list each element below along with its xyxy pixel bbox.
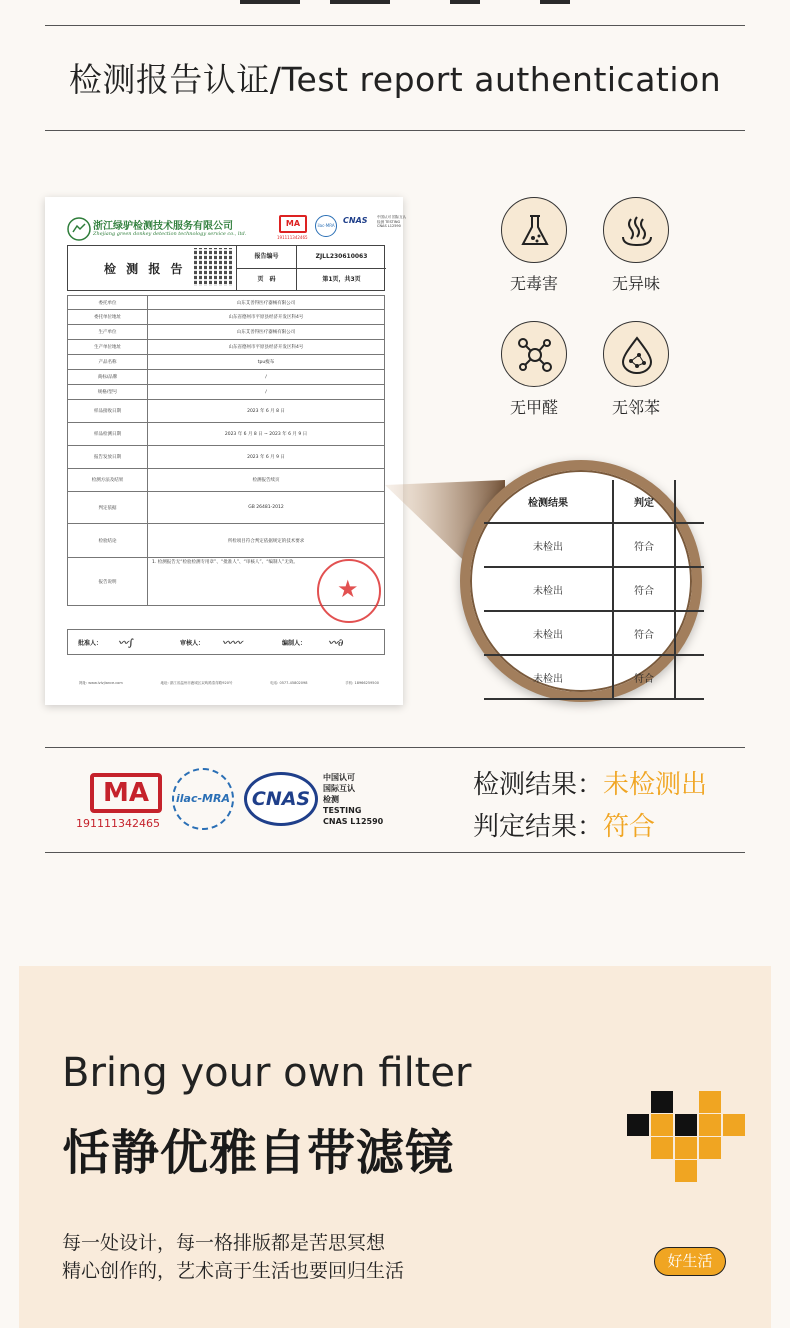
- ma-logo: MA: [279, 215, 307, 233]
- ma-number: 191111342465: [277, 235, 308, 240]
- row-key: 产品名称: [68, 355, 148, 369]
- header-cell: 检测结果: [484, 480, 614, 522]
- judgment-result-label: 判定结果：: [473, 812, 604, 842]
- editor-label: 编制人：: [282, 640, 307, 647]
- result-cell: 未检出: [484, 612, 614, 654]
- row-key: 报告说明: [68, 558, 148, 605]
- report-footer: [79, 681, 379, 686]
- row-value: /: [265, 374, 267, 380]
- footer-web: 网址: www.lvlvjiance.com: [79, 681, 123, 685]
- table-row: [67, 310, 385, 325]
- top-strip: [0, 0, 790, 10]
- detection-result: [473, 764, 707, 801]
- row-value: 山东艾善得医疗器械有限公司: [236, 300, 296, 306]
- footer-tel: 电话: 0577-45802098: [270, 681, 308, 685]
- row-key: 委托单位: [68, 296, 148, 309]
- row-value: /: [265, 389, 267, 395]
- header-cell: 判定: [614, 480, 676, 522]
- table-row: [67, 400, 385, 423]
- section-title: 检测报告认证/Test report authentication: [68, 60, 722, 99]
- feature-non-toxic: [489, 197, 579, 294]
- feature-no-phthalate: [591, 321, 681, 418]
- row-value: GB 26481-2012: [248, 505, 284, 510]
- table-row: [67, 492, 385, 524]
- row-key: 检测方法及结果: [68, 469, 148, 491]
- drop-molecule-icon: [603, 321, 669, 387]
- footer-address: 地址: 浙江省温州市鹿城区双屿路泰得路920号: [160, 681, 233, 685]
- report-header: [67, 215, 407, 241]
- bottom-description-line2: 精心创作的，艺术高于生活也要回归生活: [62, 1260, 405, 1282]
- row-key: 判定依据: [68, 492, 148, 523]
- row-value: 2023 年 6 月 8 日 ~ 2023 年 6 月 9 日: [224, 432, 308, 437]
- report-no: ZJLL230610063: [296, 246, 386, 268]
- bottom-description-line1: 每一处设计，每一格排版都是苦思冥想: [62, 1232, 386, 1254]
- cnas-subtext: 中国认可 国际互认 检测 TESTING CNAS L12590: [323, 773, 384, 826]
- pixel-logo-icon: [627, 1091, 745, 1183]
- steam-icon: [603, 197, 669, 263]
- judge-cell: 符合: [614, 524, 676, 566]
- footer-mobile: 手机: 18966259500: [345, 681, 379, 685]
- row-key: 样品检测日期: [68, 423, 148, 445]
- table-row: [67, 469, 385, 492]
- approver-label: 批准人：: [78, 640, 103, 647]
- table-row: [67, 524, 385, 558]
- judge-cell: 符合: [614, 568, 676, 610]
- red-seal-stamp: [317, 559, 381, 623]
- cnas-subtext: 中国认可 国际互认 检测 TESTING CNAS L12590: [377, 215, 407, 228]
- row-key: 商标/品牌: [68, 370, 148, 384]
- row-key: 检验结论: [68, 524, 148, 557]
- divider: [45, 25, 745, 26]
- divider: [45, 747, 745, 748]
- feature-label: 无异味: [611, 274, 660, 293]
- test-report-document: [45, 197, 407, 705]
- divider: [45, 130, 745, 131]
- table-row: [67, 340, 385, 355]
- molecule-icon: [501, 321, 567, 387]
- table-row: [484, 656, 704, 700]
- table-header-row: [484, 480, 704, 524]
- row-key: 规格/型号: [68, 385, 148, 399]
- report-title: 检 测 报 告: [104, 262, 186, 276]
- table-row: [67, 385, 385, 400]
- row-key: 委托单位地址: [68, 310, 148, 324]
- cnas-logo: CNAS: [343, 216, 368, 225]
- table-row: [484, 612, 704, 656]
- feature-label: 无邻苯: [611, 398, 660, 417]
- feature-no-odor: [591, 197, 681, 294]
- bottom-title-en: Bring your own filter: [62, 1050, 472, 1096]
- cnas-logo: CNAS: [244, 772, 318, 826]
- report-company-name-en: Zhejiang green donkey detection technology service co., ltd.: [93, 231, 247, 237]
- table-row: [67, 355, 385, 370]
- row-value: 山东艾善得医疗器械有限公司: [236, 330, 296, 335]
- divider: [45, 852, 745, 853]
- ma-certification-logo: MA: [90, 773, 162, 813]
- row-key: 报告发放日期: [68, 446, 148, 468]
- table-row: [67, 446, 385, 469]
- row-value: 1. 检测报告无“检验检测专用章”、“批准人”、“审核人”、“编制人”无效。: [152, 560, 298, 565]
- table-row: [67, 295, 385, 310]
- report-title-box: [67, 245, 385, 291]
- table-row: [67, 370, 385, 385]
- feature-label: 无甲醛: [509, 398, 558, 417]
- approver-signature: 〰∫: [118, 638, 134, 649]
- signature-row: [67, 629, 385, 655]
- star-icon: ★: [337, 575, 359, 603]
- ilac-mra-logo: ilac-MRA: [172, 768, 234, 830]
- table-row: [67, 423, 385, 446]
- qr-code-icon: [194, 248, 232, 286]
- table-row: [67, 325, 385, 340]
- row-value: 山东省德州市平原县经济开发区科4号: [228, 315, 304, 320]
- judge-cell: 符合: [614, 656, 676, 698]
- judgment-result-value: 符合: [603, 812, 656, 842]
- reviewer-label: 审核人：: [180, 640, 205, 647]
- reviewer-signature: 〰〰: [222, 638, 242, 649]
- row-key: 生产单位: [68, 325, 148, 339]
- feature-no-formaldehyde: [489, 321, 579, 418]
- table-row: [484, 524, 704, 568]
- bottom-title-cn: 恬静优雅自带滤镜: [62, 1125, 455, 1181]
- row-value: 2023 年 6 月 8 日: [247, 409, 285, 414]
- row-value: 2023 年 6 月 9 日: [247, 455, 285, 460]
- report-meta: [236, 246, 386, 290]
- page-value: 第1页，共3页: [296, 268, 386, 290]
- detection-result-label: 检测结果：: [473, 770, 604, 800]
- result-cell: 未检出: [484, 524, 614, 566]
- judgment-result: [473, 806, 655, 843]
- row-value: tpu瘦布: [257, 360, 275, 365]
- detection-result-value: 未检测出: [603, 770, 708, 800]
- feature-label: 无毒害: [509, 274, 558, 293]
- editor-signature: 〰∂: [328, 638, 344, 649]
- magnifier-lens: [460, 460, 702, 702]
- flask-icon: [501, 197, 567, 263]
- ma-certification-number: 191111342465: [76, 817, 160, 830]
- report-no-label: 报告编号: [236, 246, 296, 268]
- report-company-name: 浙江绿驴检测技术服务有限公司: [93, 221, 233, 232]
- table-row: [484, 568, 704, 612]
- result-cell: 未检出: [484, 568, 614, 610]
- good-life-badge: 好生活: [654, 1247, 726, 1276]
- row-key: 样品接收日期: [68, 400, 148, 422]
- judge-cell: 符合: [614, 612, 676, 654]
- magnified-result-table: [484, 480, 704, 700]
- row-value: 所检项目符合判定依据规定的技术要求: [227, 538, 305, 544]
- page-label: 页 码: [236, 268, 296, 290]
- donkey-logo-icon: [67, 217, 91, 241]
- ilac-logo: ilac-MRA: [315, 215, 337, 237]
- row-value: 山东省德州市平原县经济开发区科4号: [228, 345, 304, 350]
- row-value: 检测报告续页: [252, 478, 280, 483]
- report-table: [67, 295, 385, 606]
- row-key: 生产单位地址: [68, 340, 148, 354]
- result-cell: 未检出: [484, 656, 614, 698]
